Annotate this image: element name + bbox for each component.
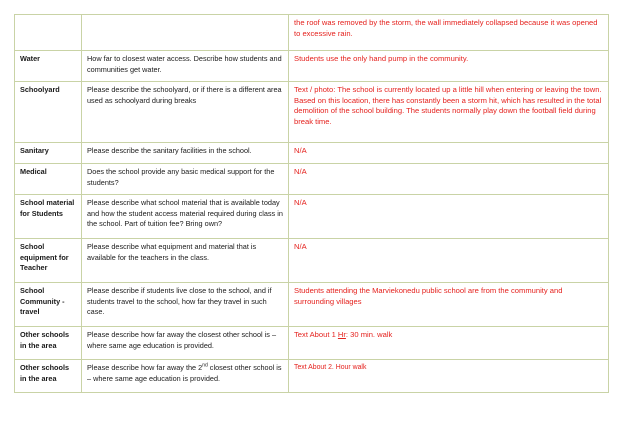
row-question: Please describe if students live close to the school, and if students travel to the school, how far they travel in such case. bbox=[82, 283, 289, 327]
row-answer: N/A bbox=[289, 195, 609, 239]
row-question: Please describe what school material that is available today and how the student access material required during class in the school. Part of tuition fee? Bring own? bbox=[82, 195, 289, 239]
table-row bbox=[15, 239, 609, 283]
row-label bbox=[15, 15, 82, 51]
row-question: How far to closest water access. Describe how students and communities get water. bbox=[82, 51, 289, 82]
table-row bbox=[15, 51, 609, 82]
table-row bbox=[15, 15, 609, 51]
answer-text: Text About 1 bbox=[294, 330, 338, 339]
row-answer bbox=[289, 327, 609, 360]
row-answer: Text / photo: The school is currently located up a little hill when entering or leaving the town. Based on this location, there has constantly been a storm hit, which has resulted in the total demolition of the school building. The students normally play down the football field during break time. bbox=[289, 82, 609, 143]
answer-text: : 30 min. walk bbox=[345, 330, 393, 339]
row-question: Please describe how far away the closest other school is – where same age education is provided. bbox=[82, 327, 289, 360]
row-question: Please describe what equipment and material that is available for the teachers in the class. bbox=[82, 239, 289, 283]
table-row bbox=[15, 327, 609, 360]
row-label: School material for Students bbox=[15, 195, 82, 239]
row-answer: Text About 2. Hour walk bbox=[289, 360, 609, 393]
row-label: Water bbox=[15, 51, 82, 82]
row-label: Other schools in the area bbox=[15, 327, 82, 360]
table-row bbox=[15, 164, 609, 195]
row-label: School equipment for Teacher bbox=[15, 239, 82, 283]
question-text: closest other school is – where same age education is provided. bbox=[87, 363, 282, 383]
row-question: Please describe the schoolyard, or if there is a different area used as schoolyard during breaks bbox=[82, 82, 289, 143]
row-answer: N/A bbox=[289, 143, 609, 164]
row-answer: the roof was removed by the storm, the wall immediately collapsed because it was opened to excessive rain. bbox=[289, 15, 609, 51]
answer-underlined-text: Hr bbox=[337, 330, 346, 339]
row-label: Schoolyard bbox=[15, 82, 82, 143]
table-row bbox=[15, 283, 609, 327]
table-row bbox=[15, 143, 609, 164]
row-label: Medical bbox=[15, 164, 82, 195]
row-question bbox=[82, 360, 289, 393]
table-row bbox=[15, 195, 609, 239]
row-answer: Students use the only hand pump in the community. bbox=[289, 51, 609, 82]
superscript: nd bbox=[202, 362, 208, 369]
document-page bbox=[14, 14, 609, 393]
row-answer: N/A bbox=[289, 164, 609, 195]
row-question: Does the school provide any basic medical support for the students? bbox=[82, 164, 289, 195]
row-answer: Students attending the Marviekonedu public school are from the community and surrounding villages bbox=[289, 283, 609, 327]
school-info-table bbox=[14, 14, 609, 393]
question-text: Please describe how far away the 2 bbox=[87, 363, 203, 372]
row-label: Sanitary bbox=[15, 143, 82, 164]
row-question: Please describe the sanitary facilities in the school. bbox=[82, 143, 289, 164]
row-label: Other schools in the area bbox=[15, 360, 82, 393]
row-answer: N/A bbox=[289, 239, 609, 283]
table-row bbox=[15, 82, 609, 143]
row-question bbox=[82, 15, 289, 51]
row-label: School Community - travel bbox=[15, 283, 82, 327]
table-row bbox=[15, 360, 609, 393]
